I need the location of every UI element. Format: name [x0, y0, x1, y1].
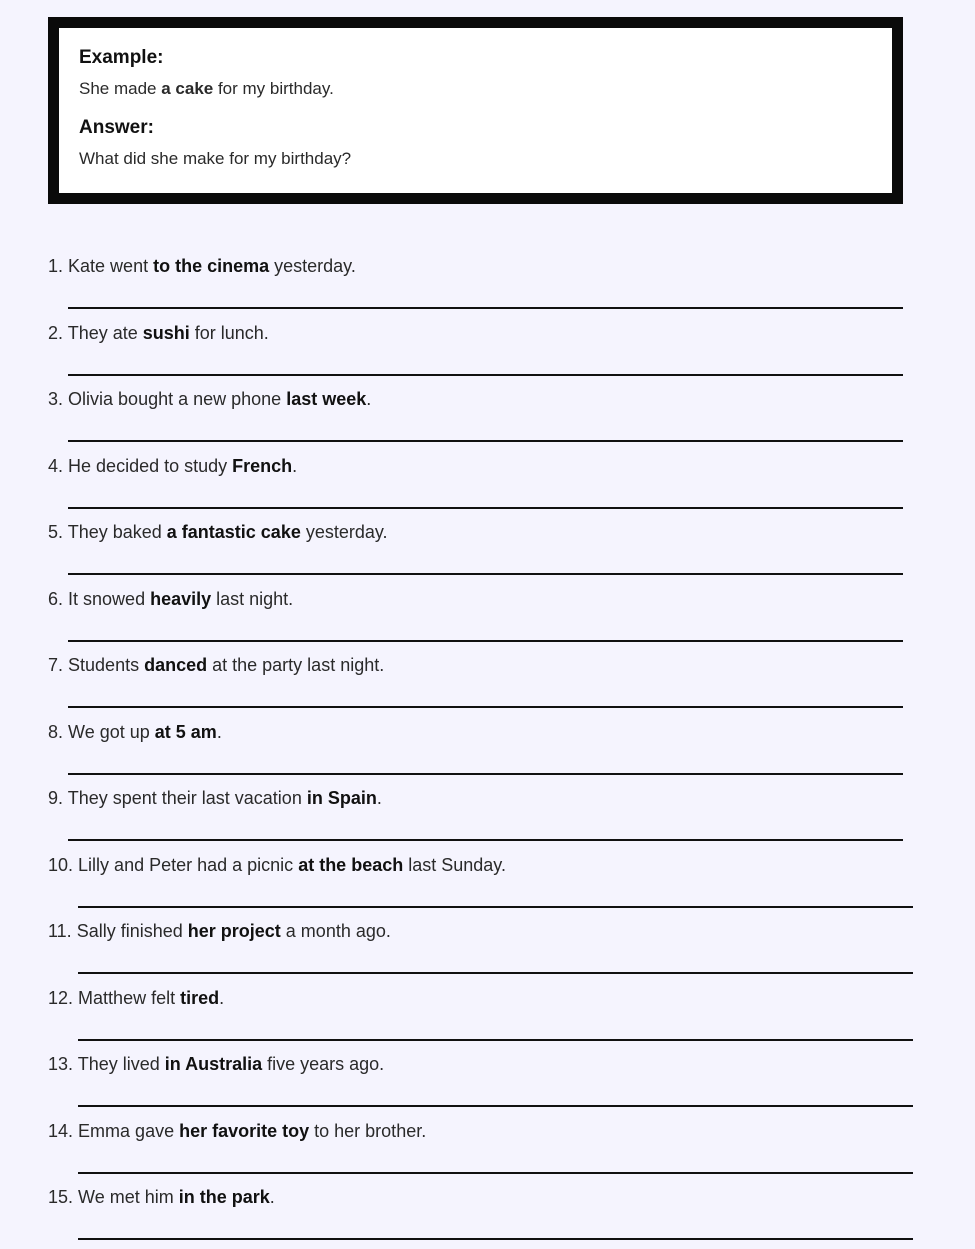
question-number: 4.	[48, 456, 64, 476]
question-item	[48, 387, 908, 411]
answer-line[interactable]	[68, 440, 903, 442]
question-highlight: French	[232, 456, 293, 476]
question-item	[48, 587, 908, 611]
question-text-before: Students	[68, 655, 145, 675]
example-box	[48, 17, 903, 204]
answer-heading: Answer:	[79, 117, 154, 138]
question-number: 9.	[48, 788, 64, 808]
answer-line[interactable]	[68, 839, 903, 841]
question-highlight: heavily	[150, 589, 212, 609]
question-text-after: for lunch.	[189, 323, 269, 343]
question-highlight: at the beach	[298, 855, 404, 875]
answer-line[interactable]	[78, 1172, 913, 1174]
question-text-after: last night.	[211, 589, 294, 609]
question-text-after: .	[292, 456, 298, 476]
question-number: 2.	[48, 323, 64, 343]
question-number: 12.	[48, 988, 74, 1008]
question-item	[48, 653, 908, 677]
answer-line[interactable]	[68, 307, 903, 309]
question-text-before: Sally finished	[76, 921, 188, 941]
question-text-after: to her brother.	[309, 1121, 427, 1141]
question-item	[48, 254, 908, 278]
question-text-before: Lilly and Peter had a picnic	[78, 855, 299, 875]
question-highlight: last week	[286, 389, 367, 409]
answer-line[interactable]	[68, 374, 903, 376]
answer-line[interactable]	[68, 507, 903, 509]
question-highlight: in the park	[178, 1187, 270, 1207]
answer-line[interactable]	[68, 706, 903, 708]
example-answer: What did she make for my birthday?	[79, 149, 352, 168]
question-text-after: .	[216, 722, 222, 742]
question-highlight: danced	[144, 655, 208, 675]
answer-line[interactable]	[78, 906, 913, 908]
question-item	[48, 1185, 908, 1209]
question-text-before: He decided to study	[68, 456, 233, 476]
question-item	[48, 520, 908, 544]
question-text-after: five years ago.	[262, 1054, 385, 1074]
question-highlight: her favorite toy	[179, 1121, 310, 1141]
question-text-after: a month ago.	[280, 921, 391, 941]
question-text-before: They lived	[77, 1054, 165, 1074]
question-highlight: a fantastic cake	[166, 522, 301, 542]
question-text-before: Emma gave	[78, 1121, 180, 1141]
question-highlight: at 5 am	[154, 722, 217, 742]
question-text-before: Olivia bought a new phone	[68, 389, 287, 409]
question-text-after: yesterday.	[300, 522, 388, 542]
question-text-after: yesterday.	[269, 256, 356, 276]
question-number: 8.	[48, 722, 64, 742]
answer-line[interactable]	[78, 1105, 913, 1107]
answer-line[interactable]	[68, 640, 903, 642]
answer-line[interactable]	[68, 773, 903, 775]
question-item	[48, 1052, 908, 1076]
answer-line[interactable]	[78, 1039, 913, 1041]
question-text-after: last Sunday.	[403, 855, 506, 875]
question-highlight: to the cinema	[153, 256, 270, 276]
question-text-before: They spent their last vacation	[67, 788, 307, 808]
question-number: 14.	[48, 1121, 74, 1141]
example-sentence-before: She made	[79, 79, 162, 98]
question-item	[48, 454, 908, 478]
question-text-after: .	[366, 389, 372, 409]
question-text-after: .	[219, 988, 225, 1008]
example-sentence	[79, 78, 872, 100]
question-number: 5.	[48, 522, 64, 542]
question-number: 10.	[48, 855, 74, 875]
question-text-before: Matthew felt	[78, 988, 181, 1008]
question-item	[48, 1119, 908, 1143]
example-heading: Example:	[79, 47, 164, 68]
question-item	[48, 786, 908, 810]
question-item	[48, 853, 908, 877]
answer-line[interactable]	[78, 1238, 913, 1240]
question-highlight: tired	[180, 988, 220, 1008]
question-number: 1.	[48, 256, 64, 276]
question-text-before: It snowed	[68, 589, 151, 609]
question-highlight: sushi	[142, 323, 190, 343]
question-item	[48, 720, 908, 744]
answer-line[interactable]	[78, 972, 913, 974]
question-number: 7.	[48, 655, 64, 675]
question-text-after: .	[376, 788, 382, 808]
question-text-after: at the party last night.	[207, 655, 385, 675]
question-number: 13.	[48, 1054, 74, 1074]
question-highlight: her project	[187, 921, 281, 941]
question-text-before: We got up	[68, 722, 155, 742]
question-text-before: Kate went	[68, 256, 154, 276]
question-number: 3.	[48, 389, 64, 409]
question-item	[48, 986, 908, 1010]
question-number: 6.	[48, 589, 64, 609]
question-item	[48, 321, 908, 345]
question-text-before: We met him	[78, 1187, 179, 1207]
question-highlight: in Australia	[164, 1054, 263, 1074]
example-sentence-after: for my birthday.	[213, 79, 334, 98]
question-number: 11.	[48, 921, 72, 941]
answer-line[interactable]	[68, 573, 903, 575]
question-highlight: in Spain	[306, 788, 377, 808]
question-item	[48, 919, 908, 943]
question-text-after: .	[269, 1187, 275, 1207]
question-text-before: They baked	[67, 522, 167, 542]
question-text-before: They ate	[67, 323, 143, 343]
question-number: 15.	[48, 1187, 74, 1207]
example-sentence-bold: a cake	[161, 79, 214, 98]
